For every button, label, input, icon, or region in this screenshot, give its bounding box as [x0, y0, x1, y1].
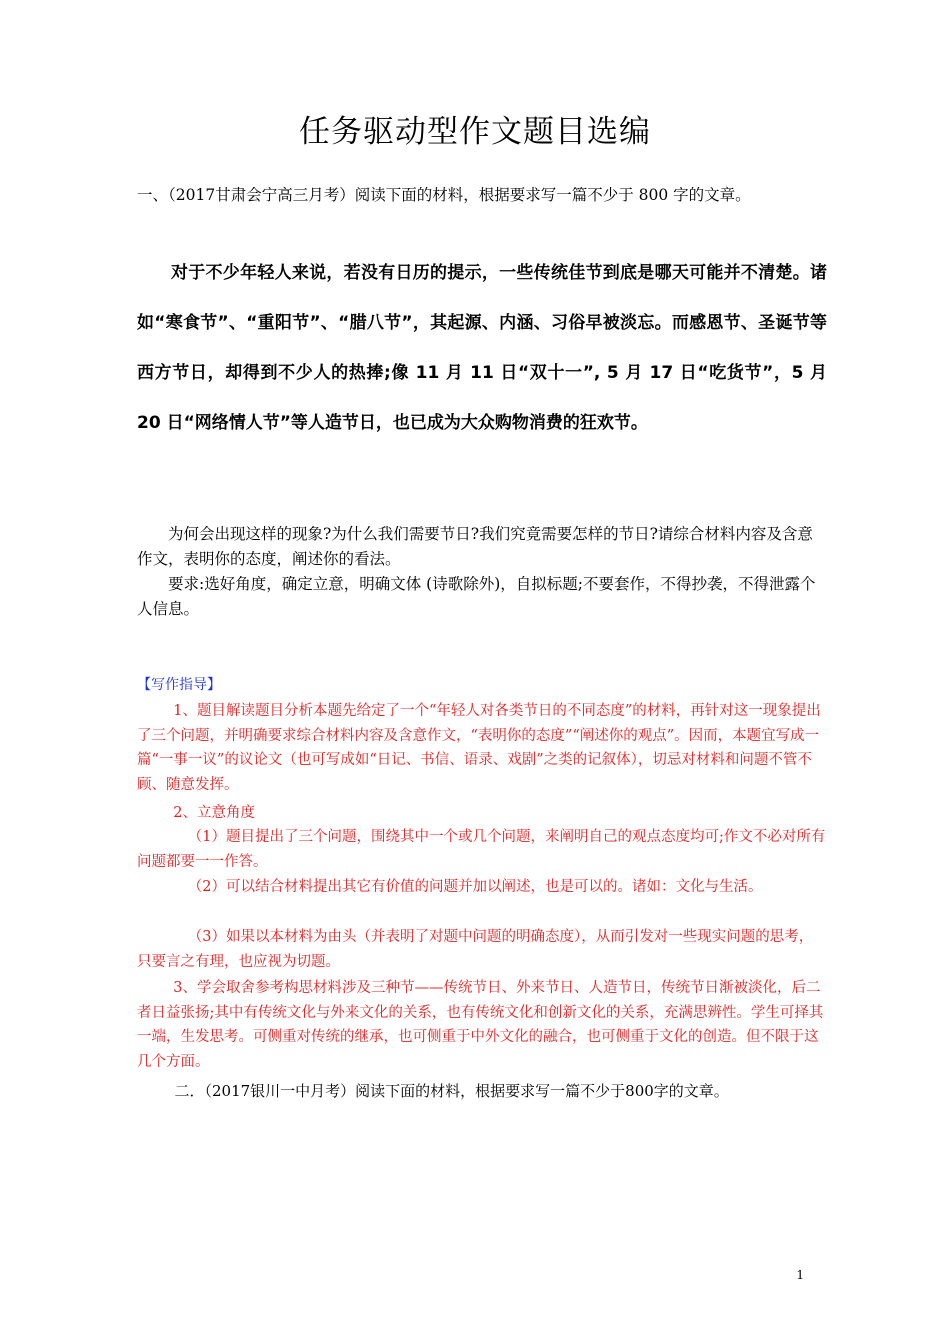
requirement-paragraph: 要求:选好角度，确定立意，明确文体 (诗歌除外)，自拟标题;不要套作，不得抄袭，不得泄露个人信息。	[137, 575, 816, 618]
guide-point-2	[137, 875, 827, 900]
writing-guide-heading: 【写作指导】	[137, 677, 221, 693]
question-1-intro: 一、（2017甘肃会宁高三月考）阅读下面的材料，根据要求写一篇不少于 800 字的文章。	[137, 186, 751, 204]
question-1-material	[137, 248, 827, 448]
guide-paragraph: （3）如果以本材料为由头（并表明了对题中问题的明确态度），从而引发对一些现实问题的思考，只要言之有理，也应视为切题。	[137, 929, 814, 970]
guide-paragraph: 2、立意角度	[173, 805, 255, 821]
guide-point-3	[137, 925, 827, 974]
page-number: 1	[796, 1268, 804, 1282]
guide-section-2	[137, 801, 827, 826]
guide-section-3	[137, 976, 827, 1074]
material-paragraph: 对于不少年轻人来说，若没有日历的提示，一些传统佳节到底是哪天可能并不清楚。诸如“寒食节”、“重阳节”、“腊八节”，其起源、内涵、习俗早被淡忘。而感恩节、圣诞节等西方节日，却得到不少人的热捧;像 11 月 11 日“双十一”, 5 月 17 日“吃货节”，5 月 20 日“网络情人节”等人造节日，也已成为大众购物消费的狂欢节。	[137, 263, 827, 433]
question-1-prompt	[137, 522, 827, 622]
prompt-paragraph: 为何会出现这样的现象?为什么我们需要节日?我们究竟需要怎样的节日?请综合材料内容及含意作文，表明你的态度，阐述你的看法。	[137, 525, 813, 568]
question-2-intro: 二．（2017银川一中月考）阅读下面的材料，根据要求写一篇不少于800字的文章。	[174, 1082, 729, 1100]
guide-paragraph: （2）可以结合材料提出其它有价值的问题并加以阐述，也是可以的。诸如：文化与生活。	[187, 879, 763, 895]
guide-section-1	[137, 699, 827, 797]
guide-paragraph: 3、学会取舍参考构思材料涉及三种节——传统节日、外来节日、人造节日，传统节日渐被淡化，后二者日益张扬;其中有传统文化与外来文化的关系，也有传统文化和创新文化的关系，充满思辨性。学生可择其一端，生发思考。可侧重对传统的继承，也可侧重于中外文化的融合，也可侧重于文化的创造。但不限于这几个方面。	[137, 980, 824, 1070]
guide-paragraph: （1）题目提出了三个问题，围绕其中一个或几个问题，来阐明自己的观点态度均可;作文不必对所有问题都要一一作答。	[137, 829, 826, 870]
guide-point-1	[137, 825, 827, 874]
guide-paragraph: 1、题目解读题目分析本题先给定了一个“年轻人对各类节日的不同态度”的材料，再针对这一现象提出了三个问题，并明确要求综合材料内容及含意作文，“表明你的态度”“阐述你的观点”。因而，本题宜写成一篇“一事一议”的议论文（也可写成如“日记、书信、语录、戏剧”之类的记叙体），切忌对材料和问题不管不顾、随意发挥。	[137, 703, 821, 793]
page-title: 任务驱动型作文题目选编	[299, 114, 651, 150]
